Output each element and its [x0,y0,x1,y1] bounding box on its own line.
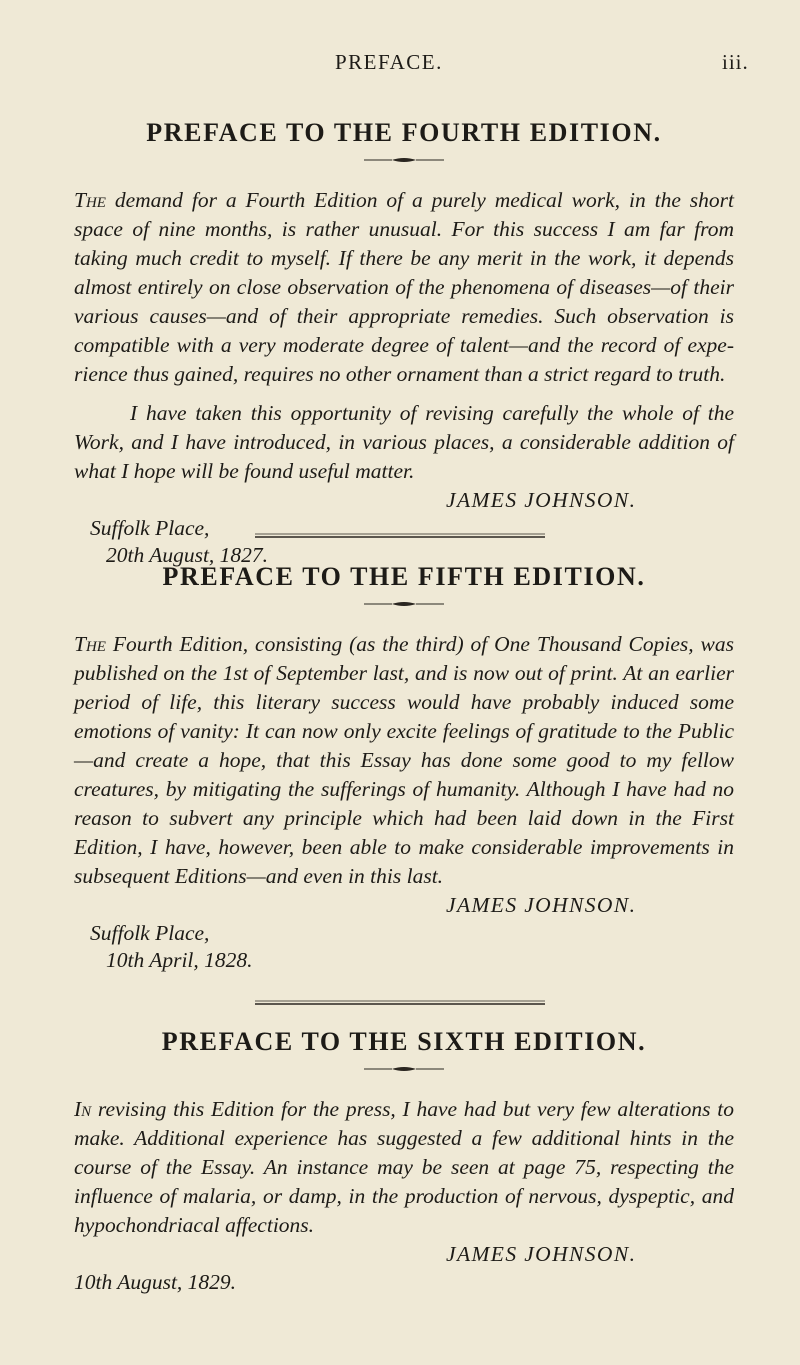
place-and-date [74,515,734,569]
place-and-date [74,1269,734,1296]
drop-lead: The [74,188,106,212]
flourish-ornament [364,156,444,164]
author-signature: JAMES JOHNSON. [446,893,637,917]
paragraph-text: revising this Edition for the press, I have had but very few alterations to make. Additional experience has suggested a few additional hints in the course of the Essay. An instance may be seen at page 75, respecting the influence of malaria, or damp, in the production of nervous, dyspeptic, and hypochondriacal affections. [74,1097,734,1237]
running-head-title: PREFACE. [335,50,443,74]
place-line: Suffolk Place, [90,921,210,945]
page-number: iii. [722,50,749,74]
section-heading: PREFACE TO THE FOURTH EDITION. [146,118,662,147]
preface-fourth-edition [74,118,734,569]
preface-paragraph [74,186,734,389]
author-signature: JAMES JOHNSON. [446,488,637,512]
section-divider [255,533,545,538]
paragraph-text: demand for a Fourth Edition of a purely medical work, in the short space of nine months, is rather unusual. For this success I am far from taking much credit to myself. If there be any merit in the work, it depends almost entirely on close observation of the phenomena of diseases—of their various causes—and of their appropriate remedies. Such observation is compatible with a very moderate degree of talent—and the record of experience thus gained, requires no other ornament than a strict regard to truth. [74,188,734,386]
preface-paragraph [74,399,734,486]
place-and-date [74,920,734,974]
preface-sixth-edition [74,1027,734,1296]
section-heading: PREFACE TO THE FIFTH EDITION. [162,562,646,591]
place-line: Suffolk Place, [90,516,210,540]
drop-lead: In [74,1097,92,1121]
preface-paragraph [74,1095,734,1240]
preface-fifth-edition [74,562,734,974]
section-divider [255,1000,545,1005]
date-line: 10th April, 1828. [106,948,253,972]
date-line: 10th August, 1829. [74,1270,237,1294]
date-line: 20th August, 1827. [106,543,269,567]
paragraph-text: I have taken this opportunity of revising carefully the whole of the Work, and I have introduced, in various places, a considerable addition of what I hope will be found useful matter. [74,401,734,483]
paragraph-text: Fourth Edition, consisting (as the third) of One Thousand Copies, was published on the 1st of September last, and is now out of print. At an earlier period of life, this literary success would have probably induced some emotions of vanity: It can now only excite feelings of gratitude to the Public—and create a hope, that this Essay has done some good to my fellow creatures, by mitigating the sufferings of humanity. Although I have had no reason to subvert any principle which had been laid down in the First Edition, I have, however, been able to make considerable improvements in subsequent Editions—and even in this last. [74,632,734,888]
flourish-ornament [364,1065,444,1073]
preface-paragraph [74,630,734,891]
running-head [0,50,800,80]
flourish-ornament [364,600,444,608]
section-heading: PREFACE TO THE SIXTH EDITION. [161,1027,647,1056]
drop-lead: The [74,632,106,656]
author-signature: JAMES JOHNSON. [446,1242,637,1266]
